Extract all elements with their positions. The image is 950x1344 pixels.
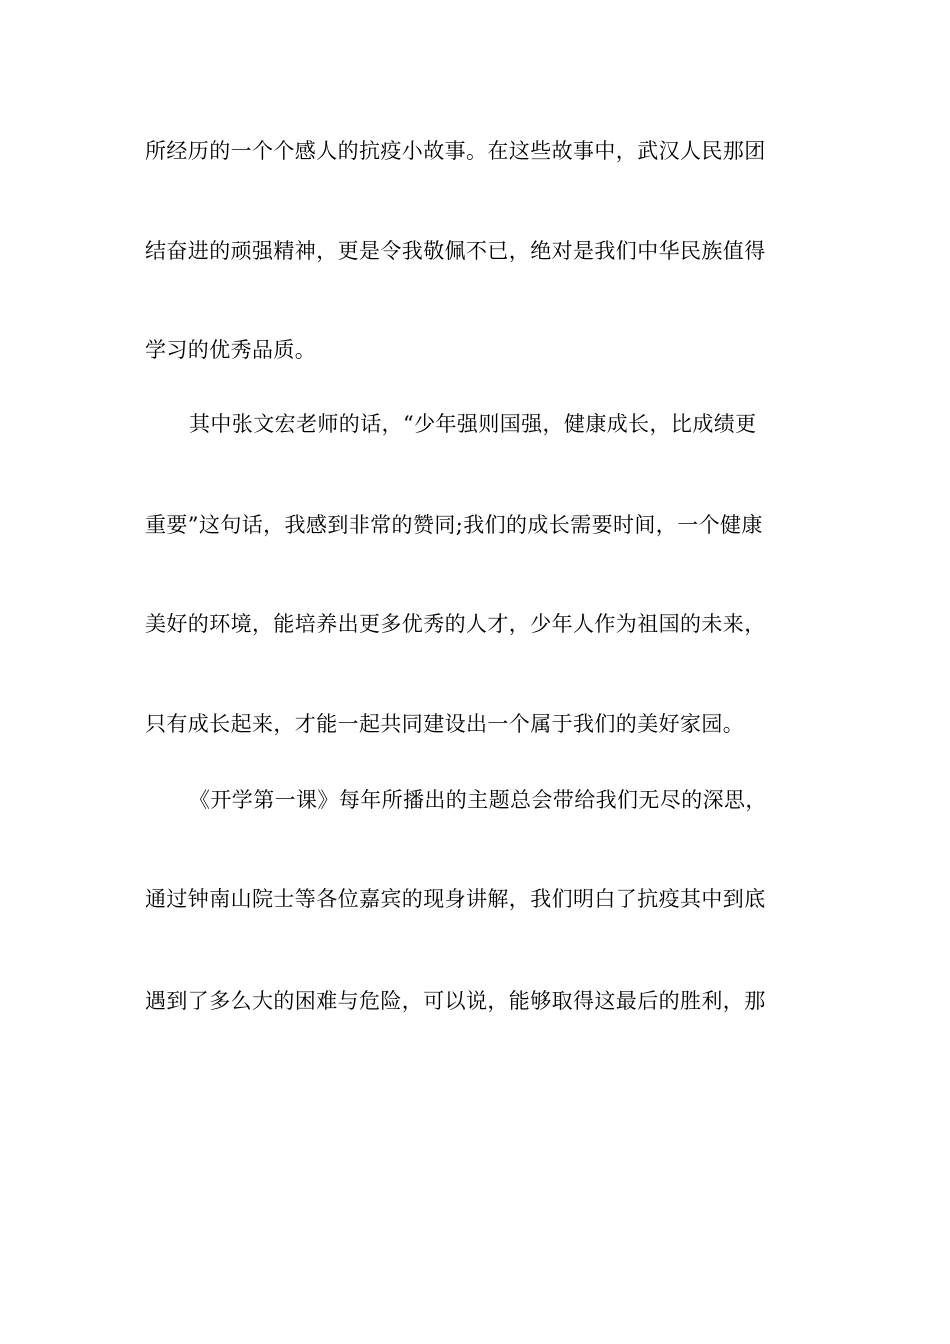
paragraph-line: 其中张文宏老师的话，“少年强则国强，健康成长，比成绩更 [189,412,757,436]
paragraph-line: 重要”这句话，我感到非常的赞同;我们的成长需要时间，一个健康 [145,513,763,537]
paragraph-line: 《开学第一课》每年所播出的主题总会带给我们无尽的深思， [189,788,767,812]
paragraph-line: 结奋进的顽强精神，更是令我敬佩不已，绝对是我们中华民族值得 [145,239,766,263]
paragraph-line: 美好的环境，能培养出更多优秀的人才，少年人作为祖国的未来， [145,612,766,636]
paragraph-line: 通过钟南山院士等各位嘉宾的现身讲解，我们明白了抗疫其中到底 [145,887,766,911]
paragraph-line: 学习的优秀品质。 [145,338,317,362]
paragraph-line: 遇到了多么大的困难与危险，可以说，能够取得这最后的胜利，那 [145,989,766,1013]
paragraph-line: 只有成长起来，才能一起共同建设出一个属于我们的美好家园。 [145,712,745,736]
paragraph-line: 所经历的一个个感人的抗疫小故事。在这些故事中，武汉人民那团 [145,139,766,163]
